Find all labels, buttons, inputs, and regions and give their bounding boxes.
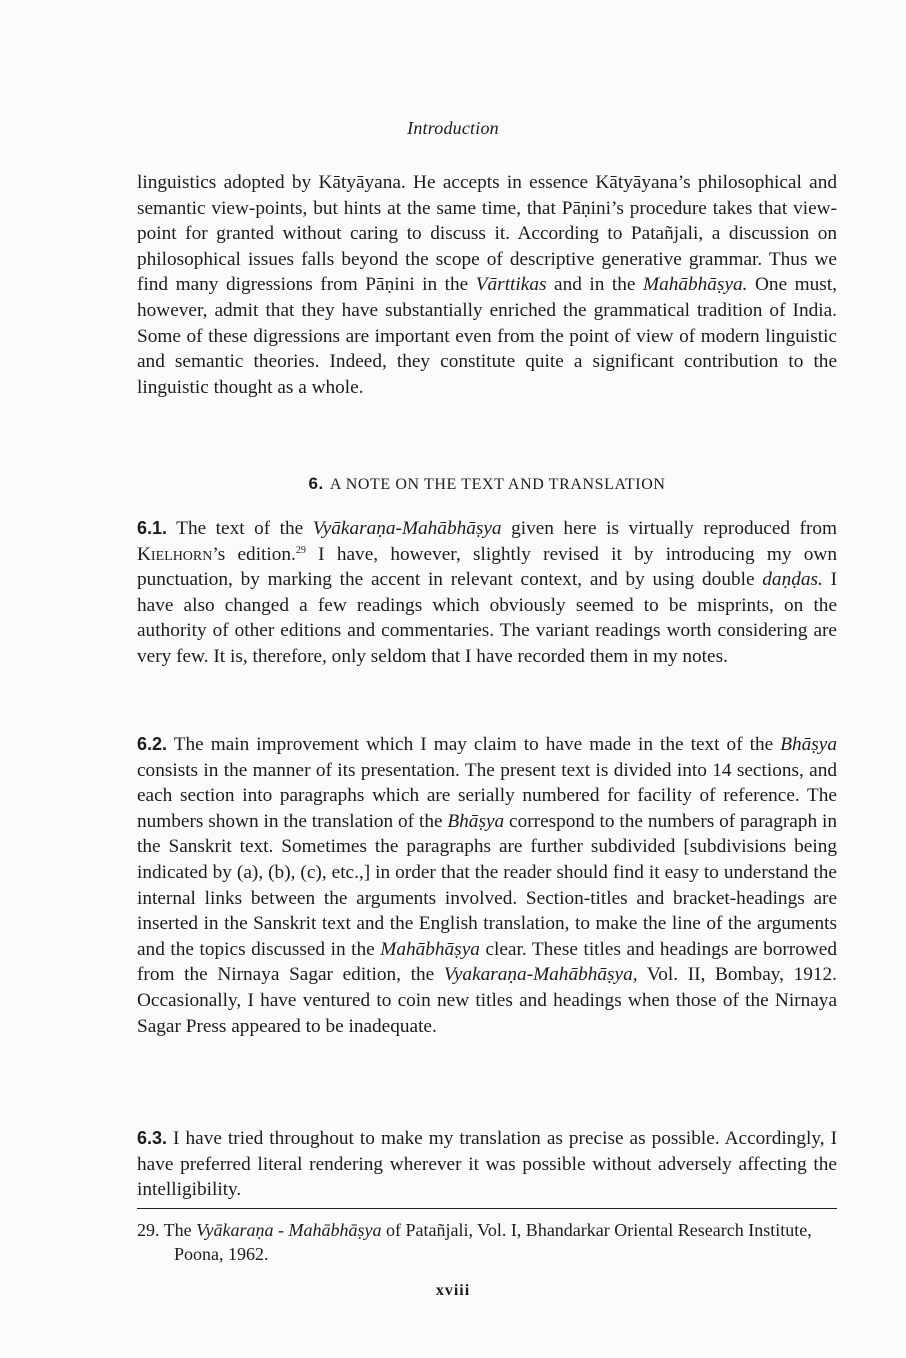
section-title: A NOTE ON THE TEXT AND TRANSLATION (329, 476, 666, 493)
text-run: consists in the manner of its presentation. The present text is divided into 14 sections, and each section into paragraphs which are serially numbered for facility of reference. The numbers shown in the translation of the (137, 759, 837, 832)
text-run: I have, however, slightly revised it by introducing my own punctuation, by marking the accent in relevant context, and by using double (137, 543, 837, 591)
paragraph-text (137, 732, 837, 1039)
text-run: I have also changed a few readings which obviously seemed to be misprints, on the authority of other editions and commentaries. The variant readings worth considering are very few. It is, therefore, only seldom that I have recorded them in my notes. (137, 569, 837, 667)
footnote-marker: 29 (295, 544, 306, 556)
italic-term: daṇḍas. (762, 569, 823, 591)
page-number: xviii (435, 1282, 471, 1299)
text-run: correspond to the numbers of paragraph in the Sanskrit text. Sometimes the paragraphs are further subdivided [subdivisions being indicated by (a), (b), (c), etc.,] in order that the reader should find it easy to understand the internal links between the arguments involved. Section-titles and bracket-headings are inserted in the Sanskrit text and the English translation, to make the line of the arguments and the topics discussed in the (137, 810, 837, 960)
italic-title: Bhāṣya (447, 810, 505, 832)
text-run: One must, however, admit that they have substantially enriched the grammatical tradition of India. Some of these digressions are important even from the point of view of modern linguistic and semantic theories. Indeed, they constitute quite a significant contribution to the linguistic thought as a whole. (137, 274, 837, 398)
paragraph-6-3 (137, 1126, 837, 1203)
text-run: given here is virtually reproduced from (501, 518, 838, 539)
footnote-rule (137, 1208, 837, 1209)
footnote-number: 29. (137, 1220, 160, 1240)
footnote-text (137, 1218, 837, 1266)
section-number: 6. (308, 474, 324, 493)
italic-title-varttikas: Vārttikas (475, 274, 547, 296)
paragraph-number: 6.1. (137, 518, 168, 538)
section-heading (137, 474, 837, 494)
text-run: The text of the (167, 518, 313, 539)
text-run: Vol. II, Bombay, 1912. Occasionally, I have ventured to coin new titles and headings when those of the Nirnaya Sagar Press appeared to be inadequate. (137, 964, 837, 1037)
paragraph-6-2 (137, 732, 837, 1039)
footnote (137, 1218, 837, 1266)
intro-paragraph (137, 170, 837, 400)
paragraph-number: 6.2. (137, 734, 168, 754)
paragraph-text (137, 1126, 837, 1203)
text-run: clear. These titles and headings are borrowed from the Nirnaya Sagar edition, the (137, 938, 837, 986)
italic-title: Bhāṣya (780, 734, 837, 755)
italic-title: Vyakaraṇa-Mahābhāṣya, (443, 964, 638, 986)
text-run: The main improvement which I may claim to have made in the text of the (167, 734, 781, 755)
text-run: and in the (546, 274, 644, 296)
text-run: linguistics adopted by Kātyāyana. He accepts in essence Kātyāyana’s philosophical and semantic view-points, but hints at the same time, that Pāṇini’s procedure takes that view-point for granted without caring to discuss it. According to Patañjali, a discussion on philosophical issues falls beyond the scope of descriptive generative grammar. Thus we find many digressions from Pāṇini in the (137, 172, 837, 296)
paragraph-6-1 (137, 516, 837, 670)
italic-title-mahabhasya: Mahābhāṣya. (643, 274, 748, 296)
paragraph-text (137, 516, 837, 670)
text-run: I have tried throughout to make my translation as precise as possible. Accordingly, I have preferred literal rendering wherever it was possible without adversely affecting the intelligibility. (137, 1128, 837, 1201)
text-run: The (159, 1220, 197, 1240)
italic-title: Vyākaraṇa - Mahābhāṣya (196, 1220, 382, 1240)
italic-title: Vyākaraṇa-Mahābhāṣya (312, 518, 502, 539)
intro-text (137, 170, 837, 400)
author-name-smallcaps: Kielhorn (137, 543, 213, 565)
text-run: ’s edition. (212, 543, 296, 565)
running-head: Introduction (407, 118, 499, 138)
italic-title: Mahābhāṣya (380, 938, 480, 960)
paragraph-number: 6.3. (137, 1128, 168, 1148)
text-run: of Patañjali, Vol. I, Bhandarkar Oriental Research Institute, Poona, 1962. (174, 1220, 812, 1264)
